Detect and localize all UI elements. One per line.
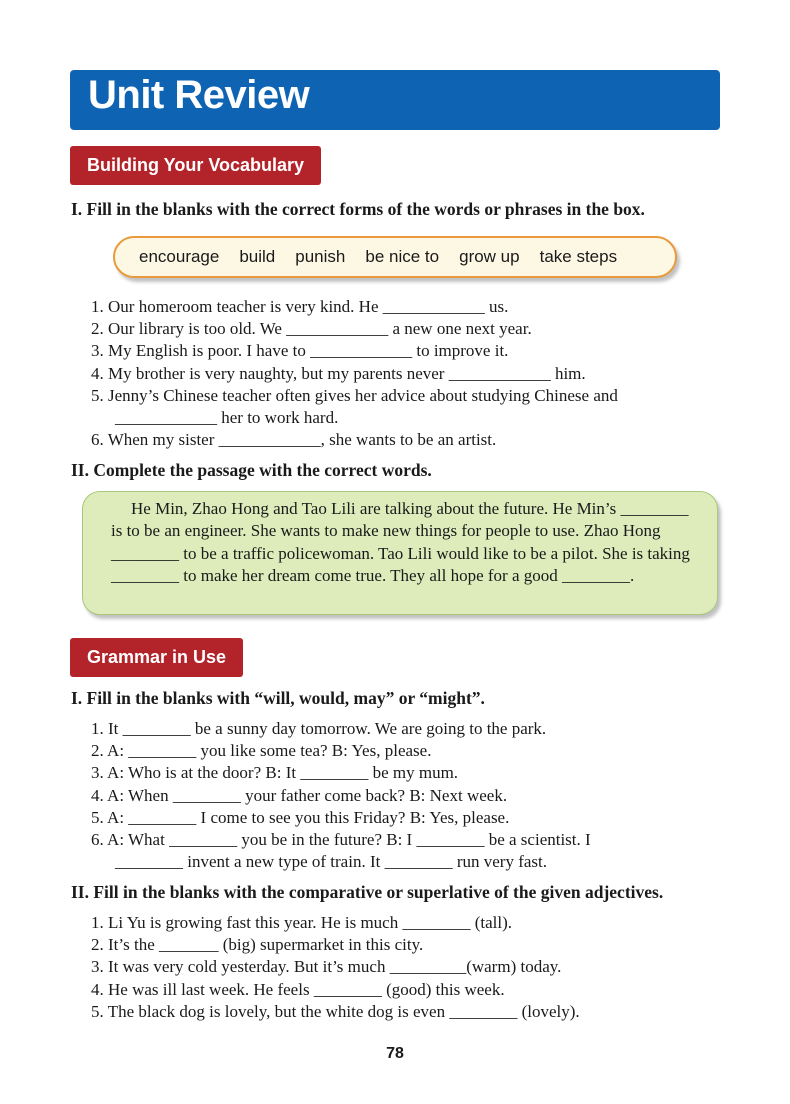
exercise-item: 6. When my sister ____________, she wants to be an artist. bbox=[91, 430, 497, 450]
page-number: 78 bbox=[386, 1045, 404, 1062]
exercise-item: 3. A: Who is at the door? B: It ________ be my mum. bbox=[91, 763, 459, 783]
exercise-item: 3. My English is poor. I have to ____________ to improve it. bbox=[91, 341, 509, 361]
grammar-part1-heading: I. Fill in the blanks with “will, would, may” or “might”. bbox=[71, 688, 485, 708]
vocabulary-section-tag: Building Your Vocabulary bbox=[70, 146, 321, 185]
word-box-item: grow up bbox=[459, 247, 520, 266]
vocab-part1-heading: I. Fill in the blanks with the correct forms of the words or phrases in the box. bbox=[71, 199, 645, 219]
grammar-section-tag: Grammar in Use bbox=[70, 638, 243, 677]
word-box-item: be nice to bbox=[365, 247, 440, 266]
exercise-item-continuation: ____________ her to work hard. bbox=[115, 408, 339, 428]
unit-title-bar bbox=[70, 70, 720, 130]
grammar-part2-list bbox=[91, 912, 580, 1023]
exercise-item: 5. The black dog is lovely, but the white dog is even ________ (lovely). bbox=[91, 1001, 580, 1021]
exercise-item: 6. A: What ________ you be in the future? B: I ________ be a scientist. I bbox=[91, 830, 591, 850]
vocab-part2-heading: II. Complete the passage with the correct words. bbox=[71, 460, 432, 480]
exercise-item: 3. It was very cold yesterday. But it’s much _________(warm) today. bbox=[91, 957, 562, 977]
word-box-item: encourage bbox=[139, 247, 220, 266]
exercise-item: 2. Our library is too old. We ____________ a new one next year. bbox=[91, 319, 532, 339]
unit-title: Unit Review bbox=[88, 73, 310, 117]
word-box-item: take steps bbox=[539, 247, 618, 266]
vocab-part1-list bbox=[91, 296, 618, 451]
word-box bbox=[113, 236, 677, 278]
word-box-item: punish bbox=[295, 247, 346, 266]
exercise-item: 5. A: ________ I come to see you this Friday? B: Yes, please. bbox=[91, 807, 510, 827]
grammar-part1-list bbox=[91, 718, 591, 873]
passage-box bbox=[82, 491, 718, 615]
exercise-item: 4. He was ill last week. He feels ________ (good) this week. bbox=[91, 979, 505, 999]
exercise-item: 4. A: When ________ your father come back? B: Next week. bbox=[91, 785, 508, 805]
exercise-item: 1. Our homeroom teacher is very kind. He ____________ us. bbox=[91, 297, 509, 316]
passage-text: He Min, Zhao Hong and Tao Lili are talking about the future. He Min’s ________ is to be an engineer. She wants to make new things for people to use. Zhao Hong ________ to be a traffic policewoman. Tao Lili would like to be a pilot. She is taking ________ to make her dream come true. They all hope for a good ________. bbox=[111, 499, 690, 585]
exercise-item: 1. Li Yu is growing fast this year. He is much ________ (tall). bbox=[91, 913, 513, 932]
word-box-item: build bbox=[239, 247, 276, 266]
exercise-item: 4. My brother is very naughty, but my parents never ____________ him. bbox=[91, 363, 586, 383]
exercise-item: 2. A: ________ you like some tea? B: Yes, please. bbox=[91, 741, 432, 761]
exercise-item: 1. It ________ be a sunny day tomorrow. We are going to the park. bbox=[91, 719, 547, 738]
exercise-item: 5. Jenny’s Chinese teacher often gives her advice about studying Chinese and bbox=[91, 385, 618, 405]
exercise-item: 2. It’s the _______ (big) supermarket in this city. bbox=[91, 935, 424, 955]
exercise-item-continuation: ________ invent a new type of train. It ________ run very fast. bbox=[115, 852, 547, 872]
grammar-part2-heading: II. Fill in the blanks with the comparative or superlative of the given adjectives. bbox=[71, 882, 664, 902]
